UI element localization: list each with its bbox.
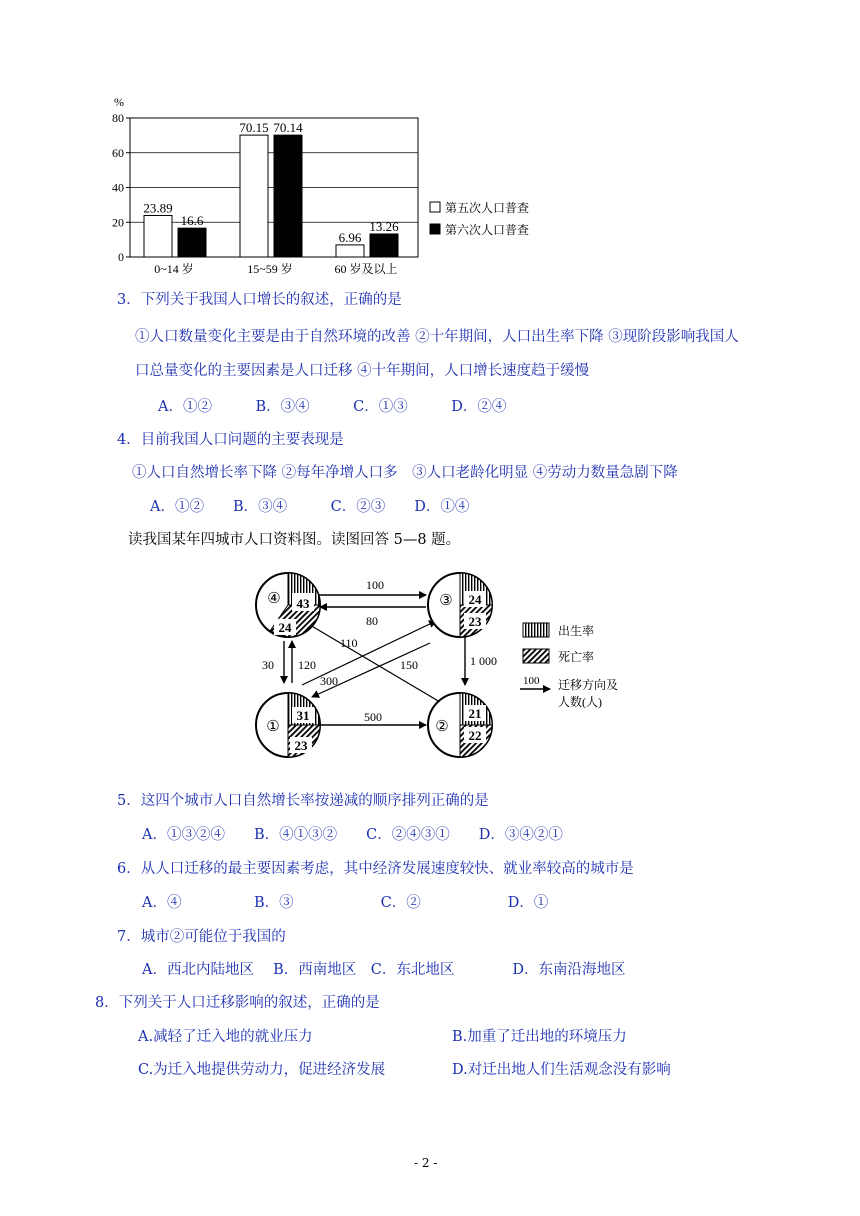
question-8-stem: 8．下列关于人口迁移影响的叙述，正确的是	[95, 995, 380, 1011]
data-label: 6.96	[338, 229, 362, 245]
question-5-options: A．①③②④ B．④①③② C．②④③① D．③④②①	[142, 827, 563, 843]
flow-label-1000: 1 000	[470, 654, 497, 668]
flow-label-30: 30	[262, 658, 274, 672]
city-2-birth-rate: 21	[468, 706, 482, 721]
flow-label-500: 500	[364, 710, 382, 724]
city-2-label: ②	[435, 719, 449, 735]
question-8-option-a: A.减轻了迁入地的就业压力	[138, 1029, 313, 1045]
question-6-options: A．④ B．③ C．② D．①	[142, 895, 549, 911]
legend-migration-line2: 人数(人)	[558, 695, 602, 709]
legend-swatch	[430, 224, 440, 234]
data-label: 70.14	[273, 120, 303, 136]
city-3-death-rate: 23	[468, 614, 482, 629]
bar-fifth-census	[240, 135, 268, 257]
question-4-options: A．①② B．③④ C．②③ D．①④	[150, 499, 470, 515]
flow-label-80: 80	[366, 614, 378, 628]
legend-death-rate: 死亡率	[558, 650, 595, 664]
y-tick-label: 60	[112, 145, 124, 160]
flow-label-120: 120	[298, 658, 316, 672]
city-1-death-rate: 23	[294, 738, 308, 753]
question-4-statements: ①人口自然增长率下降 ②每年净增人口多 ③人口老龄化明显 ④劳动力数量急剧下降	[132, 465, 678, 481]
x-tick-label: 15~59 岁	[247, 262, 293, 276]
question-4-stem: 4．目前我国人口问题的主要表现是	[117, 432, 344, 448]
legend-label: 第六次人口普查	[445, 223, 530, 237]
city-4-death-rate: 24	[278, 620, 292, 635]
y-tick-label: 0	[118, 250, 124, 264]
data-label: 70.15	[239, 120, 269, 136]
flow-label-300: 300	[320, 674, 338, 688]
city-1-label: ①	[266, 719, 280, 735]
flow-label-150: 150	[400, 658, 418, 672]
question-3-stem: 3．下列关于我国人口增长的叙述，正确的是	[117, 292, 402, 308]
y-tick-label: 80	[112, 111, 124, 125]
data-label: 23.89	[143, 200, 173, 216]
figure-intro-text: 读我国某年四城市人口资料图。读图回答 5—8 题。	[128, 532, 461, 548]
legend-migration-line1: 迁移方向及	[558, 678, 619, 692]
y-tick-label: 40	[112, 180, 124, 195]
city-4-pie	[256, 573, 320, 637]
data-label: 16.6	[180, 213, 204, 229]
city-4-label: ④	[267, 591, 281, 607]
flow-label-100: 100	[366, 578, 384, 592]
legend-label: 第五次人口普查	[445, 201, 530, 215]
y-tick-label: 20	[112, 215, 124, 230]
bar-sixth-census	[274, 135, 302, 257]
question-3-statements-line1: ①人口数量变化主要是由于自然环境的改善 ②十年期间，人口出生率下降 ③现阶段影响我国人	[135, 329, 739, 345]
bar-fifth-census	[144, 215, 172, 257]
migration-legend	[520, 623, 618, 709]
question-8-option-c: C.为迁入地提供劳动力，促进经济发展	[138, 1062, 386, 1078]
legend-birth-rate: 出生率	[558, 624, 595, 638]
city-2-pie	[428, 693, 492, 757]
city-1-pie	[256, 693, 320, 757]
city-migration-diagram	[240, 565, 700, 765]
question-3-options: A．①② B．③④ C．①③ D．②④	[158, 399, 507, 415]
y-axis-label: %	[114, 95, 124, 109]
legend-swatch	[430, 202, 440, 212]
question-8-option-b: B.加重了迁出地的环境压力	[452, 1029, 627, 1045]
question-6-stem: 6．从人口迁移的最主要因素考虑，其中经济发展速度较快、就业率较高的城市是	[117, 861, 634, 877]
question-3-statements-line2: 口总量变化的主要因素是人口迁移 ④十年期间，人口增长速度趋于缓慢	[135, 363, 590, 379]
x-tick-label: 60 岁及以上	[334, 262, 398, 276]
city-2-death-rate: 22	[468, 728, 482, 743]
flow-label-110: 110	[340, 636, 358, 650]
legend-arrow-value: 100	[523, 675, 540, 687]
bar-sixth-census	[370, 234, 398, 257]
city-1-birth-rate: 31	[296, 708, 310, 723]
city-3-birth-rate: 24	[468, 592, 482, 607]
bar-sixth-census	[178, 228, 206, 257]
page-number: - 2 -	[414, 1156, 438, 1170]
question-7-stem: 7．城市②可能位于我国的	[117, 929, 286, 945]
city-3-pie	[428, 573, 492, 637]
question-8-option-d: D.对迁出地人们生活观念没有影响	[452, 1062, 671, 1078]
x-tick-label: 0~14 岁	[154, 262, 194, 276]
city-4-birth-rate: 43	[296, 596, 310, 611]
data-label: 13.26	[369, 218, 399, 234]
census-age-bar-chart	[100, 90, 550, 280]
question-7-options: A．西北内陆地区 B．西南地区 C．东北地区 D．东南沿海地区	[142, 962, 626, 978]
question-5-stem: 5．这四个城市人口自然增长率按递减的顺序排列正确的是	[117, 793, 489, 809]
flow-arrow-4-to-2	[310, 625, 445, 705]
city-3-label: ③	[439, 593, 453, 609]
bar-fifth-census	[336, 245, 364, 257]
